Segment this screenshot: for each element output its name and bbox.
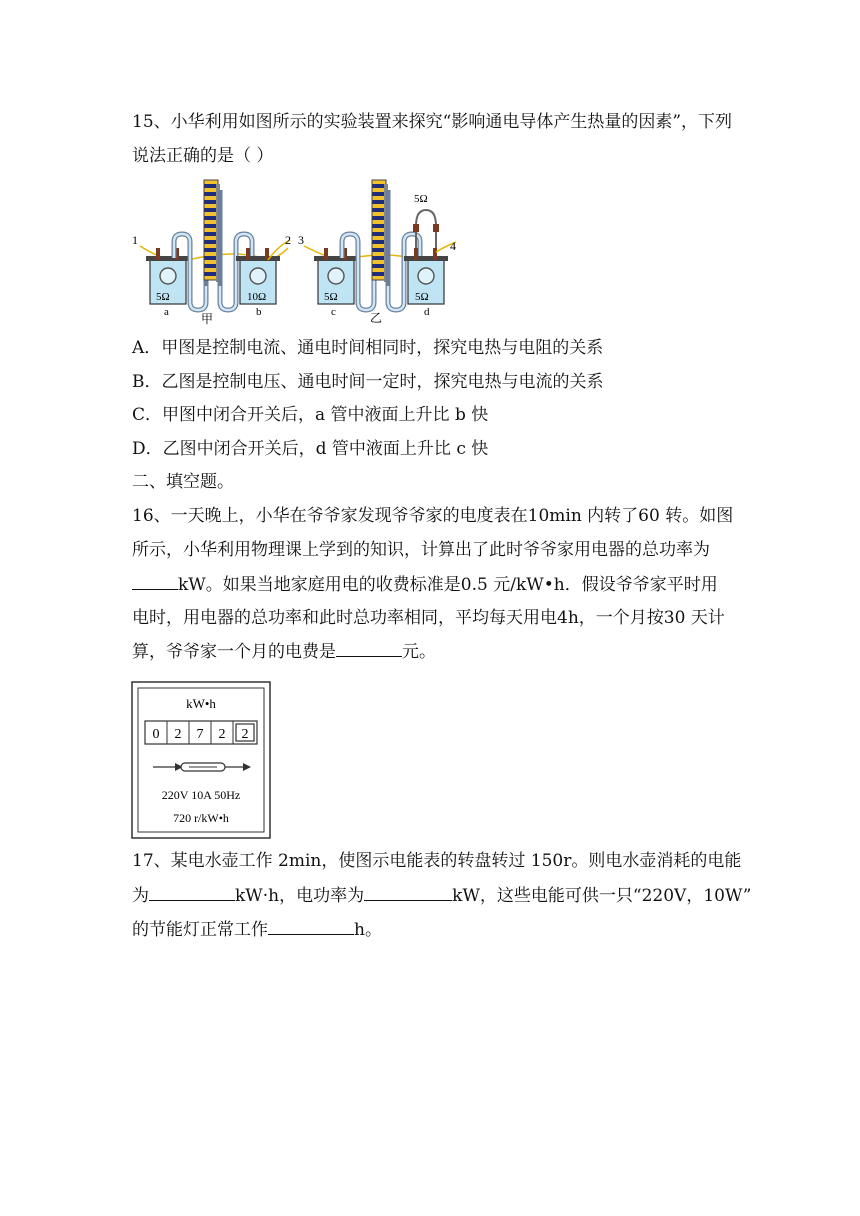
label-c: c (331, 306, 336, 318)
meter-unit: kW•h (186, 696, 216, 711)
q15-option-b: B．乙图是控制电压、通电时间一定时，探究电热与电流的关系 (132, 372, 604, 392)
q16-line-5: 算，爷爷家一个月的电费是 元。 (132, 642, 436, 662)
meter-rate: 720 r/kW•h (173, 811, 229, 825)
electric-meter-figure (131, 681, 271, 839)
resistor-d-label: 5Ω (415, 291, 429, 303)
meter-digit-5: 2 (241, 727, 249, 742)
label-d: d (424, 306, 430, 318)
q17-line-1: 17、某电水壶工作 2min，使图示电能表的转盘转过 150r。则电水壶消耗的电能 (132, 851, 742, 871)
q15-figure-joule-experiment (128, 176, 468, 326)
q15-line-1: 15、小华利用如图所示的实验装置来探究“影响通电导体产生热量的因素”，下列 (132, 112, 733, 132)
terminal-2: 2 (285, 233, 291, 247)
meter-spec: 220V 10A 50Hz (161, 788, 241, 802)
label-jia: 甲 (201, 312, 214, 326)
answer-blank-hours[interactable] (268, 918, 354, 935)
resistor-b-label: 10Ω (247, 291, 267, 303)
answer-blank-energy[interactable] (149, 884, 235, 901)
q16-line-4: 电时，用电器的总功率和此时总功率相同，平均每天用电4h，一个月按30 天计 (132, 608, 725, 628)
resistor-top-label: 5Ω (414, 193, 428, 205)
meter-digit-2: 2 (174, 727, 182, 742)
answer-blank-fee[interactable] (336, 640, 402, 657)
resistor-a-label: 5Ω (156, 291, 170, 303)
label-yi: 乙 (370, 311, 383, 325)
section-heading-fill-blank: 二、填空题。 (132, 472, 234, 492)
meter-digit-3: 7 (196, 727, 204, 742)
terminal-4: 4 (450, 239, 456, 253)
label-b: b (256, 306, 262, 318)
q15-option-c: C．甲图中闭合开关后，a 管中液面上升比 b 快 (132, 405, 489, 425)
q16-line-3: kW。如果当地家庭用电的收费标准是0.5 元/kW•h．假设爷爷家平时用 (132, 573, 718, 596)
q16-line-1: 16、一天晚上，小华在爷爷家发现爷爷家的电度表在10min 内转了60 转。如图 (132, 506, 734, 526)
answer-blank-power[interactable] (364, 884, 452, 901)
resistor-c-label: 5Ω (324, 291, 338, 303)
terminal-1: 1 (132, 233, 138, 247)
answer-blank-power[interactable] (132, 573, 178, 590)
q15-option-a: A．甲图是控制电流、通电时间相同时，探究电热与电阻的关系 (132, 338, 604, 358)
meter-digit-4: 2 (218, 727, 226, 742)
label-a: a (164, 306, 169, 318)
terminal-3: 3 (298, 233, 304, 247)
q17-line-2: 为 kW·h，电功率为 kW，这些电能可供一只“220V，10W” (132, 886, 752, 906)
q15-line-2: 说法正确的是（ ） (132, 146, 274, 166)
q16-line-2: 所示，小华利用物理课上学到的知识，计算出了此时爷爷家用电器的总功率为 (132, 540, 710, 560)
meter-digit-1: 0 (152, 727, 160, 742)
q17-line-3: 的节能灯正常工作 h。 (132, 920, 382, 940)
q15-option-d: D．乙图中闭合开关后，d 管中液面上升比 c 快 (132, 439, 489, 459)
